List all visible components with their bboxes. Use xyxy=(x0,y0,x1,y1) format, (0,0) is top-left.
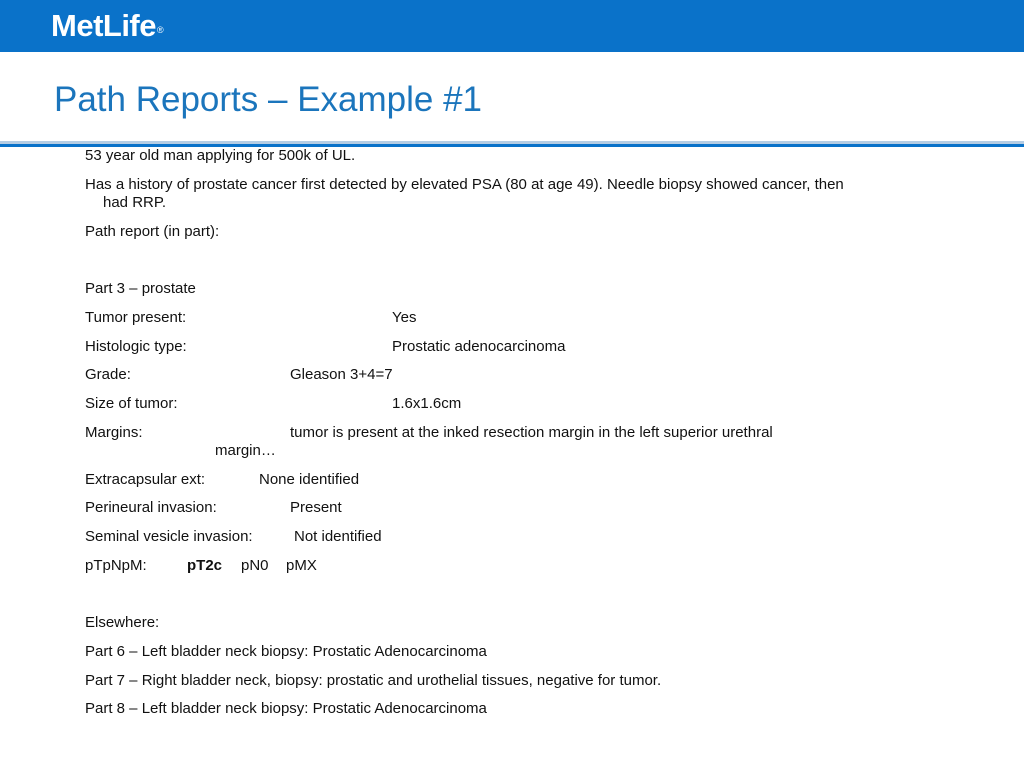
history-line-2: had RRP. xyxy=(103,194,167,211)
part7-line: Part 7 – Right bladder neck, biopsy: prostatic and urothelial tissues, negative for tumor. xyxy=(85,672,662,689)
grade-row xyxy=(85,366,393,384)
grade-label: Grade: xyxy=(85,366,131,383)
path-report-label: Path report (in part): xyxy=(85,223,220,240)
extracapsular-label: Extracapsular ext: xyxy=(85,471,206,488)
extracapsular-row xyxy=(85,471,360,489)
ptpnpm-t: pT2c xyxy=(187,557,223,574)
perineural-value: Present xyxy=(290,499,342,516)
ptpnpm-label: pTpNpM: xyxy=(85,557,147,574)
margins-value-line-1: tumor is present at the inked resection margin in the left superior urethral xyxy=(290,424,773,441)
seminal-label: Seminal vesicle invasion: xyxy=(85,528,253,545)
perineural-row xyxy=(85,499,342,517)
size-row xyxy=(85,395,462,413)
part8-line: Part 8 – Left bladder neck biopsy: Prostatic Adenocarcinoma xyxy=(85,700,487,717)
size-value: 1.6x1.6cm xyxy=(392,395,462,412)
intro-line: 53 year old man applying for 500k of UL. xyxy=(85,147,356,164)
slide-title: Path Reports – Example #1 xyxy=(54,80,483,119)
seminal-value: Not identified xyxy=(294,528,382,545)
histologic-value: Prostatic adenocarcinoma xyxy=(392,338,566,355)
margins-label: Margins: xyxy=(85,424,143,441)
tumor-present-row xyxy=(85,309,417,327)
metlife-logo xyxy=(51,6,163,46)
part6-line: Part 6 – Left bladder neck biopsy: Prostatic Adenocarcinoma xyxy=(85,643,487,660)
elsewhere-label: Elsewhere: xyxy=(85,614,160,631)
seminal-row xyxy=(85,528,382,546)
history-line-1: Has a history of prostate cancer first detected by elevated PSA (80 at age 49). Needle biopsy showed cancer, then xyxy=(85,176,844,193)
tumor-present-value: Yes xyxy=(392,309,417,326)
perineural-label: Perineural invasion: xyxy=(85,499,217,516)
size-label: Size of tumor: xyxy=(85,395,178,412)
ptpnpm-m: pMX xyxy=(286,557,317,574)
tumor-present-label: Tumor present: xyxy=(85,309,187,326)
margins-value-line-2: margin… xyxy=(215,442,276,459)
extracapsular-value: None identified xyxy=(259,471,360,488)
margins-row xyxy=(85,424,773,442)
histologic-label: Histologic type: xyxy=(85,338,187,355)
histologic-row xyxy=(85,338,566,356)
ptpnpm-row xyxy=(85,557,317,575)
logo-text: MetLife xyxy=(51,8,156,43)
history-paragraph xyxy=(85,176,965,212)
header-bar xyxy=(0,0,1024,52)
part3-heading: Part 3 – prostate xyxy=(85,280,196,297)
grade-value: Gleason 3+4=7 xyxy=(290,366,393,383)
ptpnpm-n: pN0 xyxy=(241,557,269,574)
registered-mark: ® xyxy=(157,25,164,35)
